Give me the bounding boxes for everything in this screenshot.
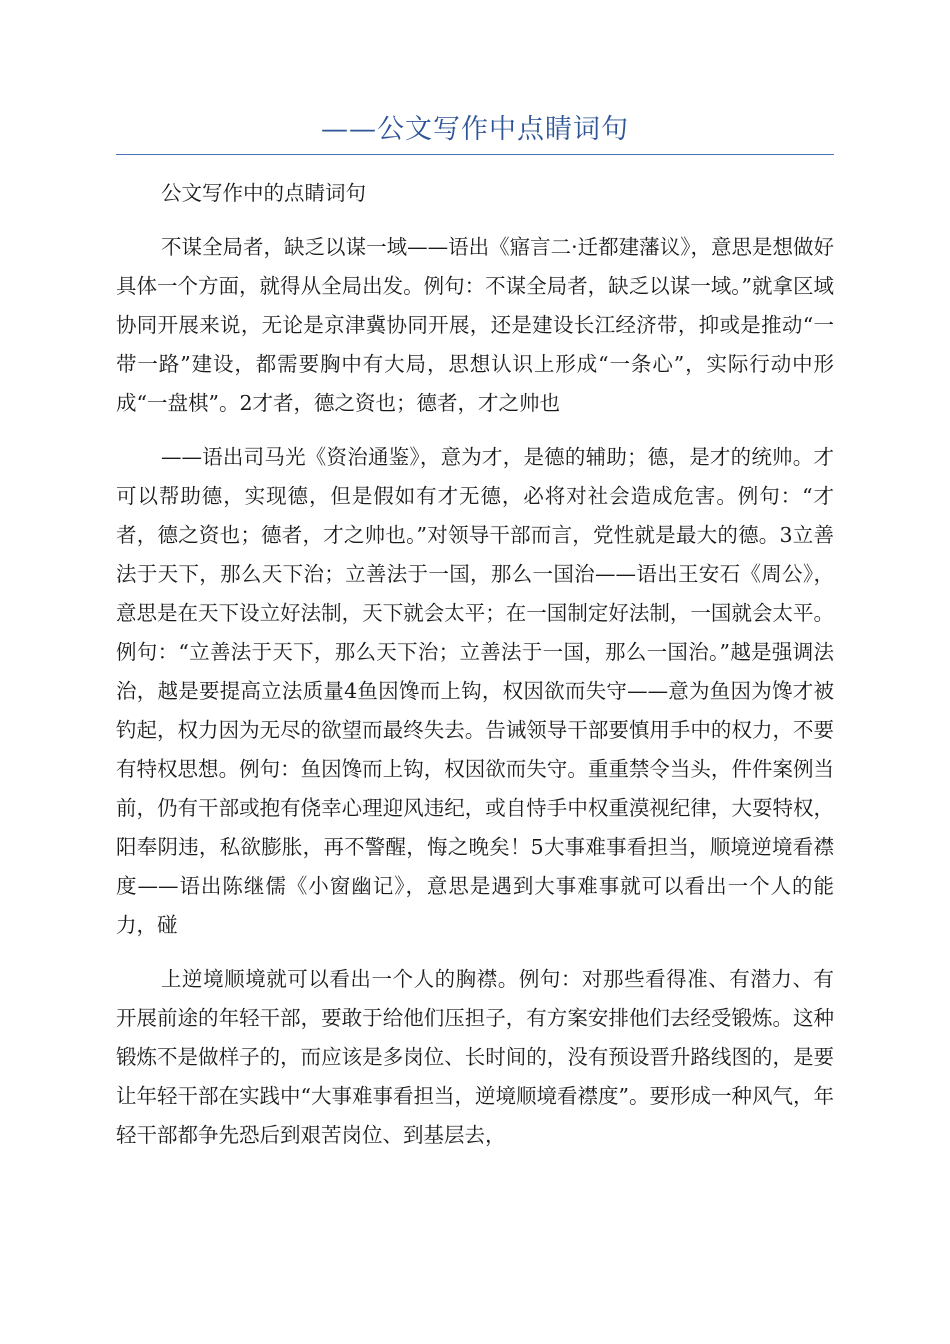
paragraph-heading: 公文写作中的点睛词句 — [161, 181, 366, 205]
title-underline — [116, 154, 834, 155]
paragraph: ——语出司马光《资治通鉴》，意为才，是德的辅助；德，是才的统帅。才可以帮助德，实现德，但是假如有才无德，必将对社会造成危害。例句：“才者，德之资也；德者，才之帅也。”对领导干部而言，党性就是最大的德。3立善法于天下，那么天下治；立善法于一国，那么一国治——语出王安石《周公》，意思是在天下设立好法制，天下就会太平；在一国制定好法制，一国就会太平。例句：“立善法于天下，那么天下治；立善法于一国，那么一国治。”越是强调法治，越是要提高立法质量4鱼因馋而上钩，权因欲而失守——意为鱼因为馋才被钓起，权力因为无尽的欲望而最终失去。告诫领导干部要慎用手中的权力，不要有特权思想。例句：鱼因馋而上钩，权因欲而失守。重重禁令当头，件件案例当前，仍有干部或抱有侥幸心理迎风违纪，或自恃手中权重漠视纪律，大耍特权，阳奉阴违，私欲膨胀，再不警醒，悔之晚矣！5大事难事看担当，顺境逆境看襟度——语出陈继儒《小窗幽记》，意思是遇到大事难事就可以看出一个人的能力，碰 — [116, 445, 834, 937]
document-title: ——公文写作中点睛词句 — [321, 114, 629, 145]
paragraph: 不谋全局者，缺乏以谋一域——语出《寤言二·迁都建藩议》，意思是想做好具体一个方面，就得从全局出发。例句：不谋全局者，缺乏以谋一域。”就拿区域协同开展来说，无论是京津冀协同开展，还是建设长江经济带，抑或是推动“一带一路”建设，都需要胸中有大局，思想认识上形成“一条心”，实际行动中形成“一盘棋”。2才者，德之资也；德者，才之帅也 — [116, 235, 834, 415]
document-body — [116, 174, 834, 1155]
paragraph: 上逆境顺境就可以看出一个人的胸襟。例句：对那些看得准、有潜力、有开展前途的年轻干部，要敢于给他们压担子，有方案安排他们去经受锻炼。这种锻炼不是做样子的，而应该是多岗位、长时间的，没有预设晋升路线图的，是要让年轻干部在实践中“大事难事看担当，逆境顺境看襟度”。要形成一种风气，年轻干部都争先恐后到艰苦岗位、到基层去， — [116, 967, 834, 1147]
